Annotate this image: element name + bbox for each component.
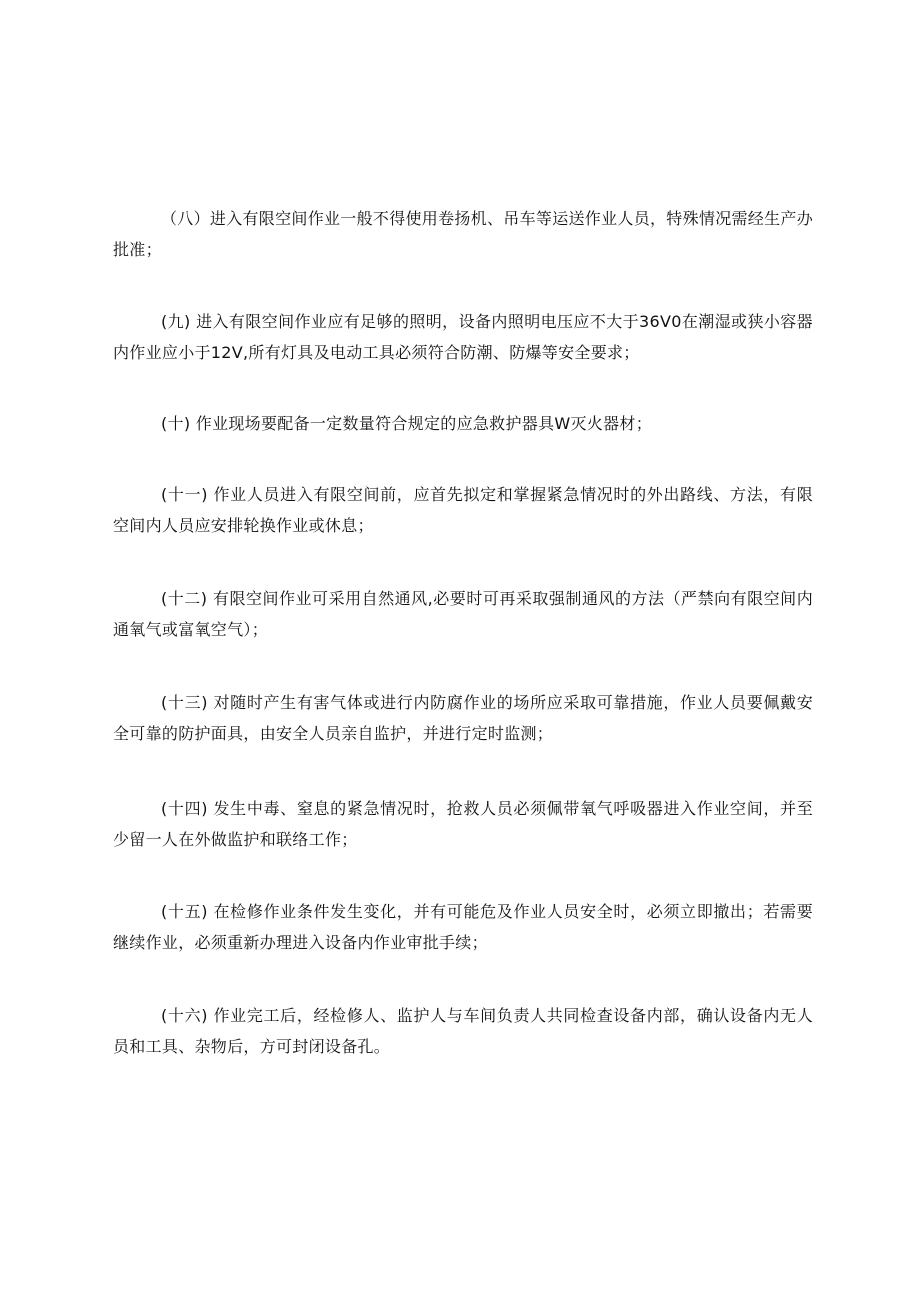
clause-8: （八）进入有限空间作业一般不得使用卷扬机、吊车等运送作业人员，特殊情况需经生产办批准； [113,209,814,259]
clause-10: (十) 作业现场要配备一定数量符合规定的应急救护器具W灭火器材； [161,414,652,433]
clause-16: (十六) 作业完工后，经检修人、监护人与车间负责人共同检查设备内部，确认设备内无人员和工具、杂物后，方可封闭设备孔。 [113,1006,813,1056]
clause-15: (十五) 在检修作业条件发生变化，并有可能危及作业人员安全时，必须立即撤出；若需要继续作业，必须重新办理进入设备内作业审批手续； [113,902,813,952]
clause-9: (九) 进入有限空间作业应有足够的照明，设备内照明电压应不大于36V0在潮湿或狭小容器内作业应小于12V,所有灯具及电动工具必须符合防潮、防爆等安全要求； [113,312,813,362]
clause-11: (十一) 作业人员进入有限空间前，应首先拟定和掌握紧急情况时的外出路线、方法，有限空间内人员应安排轮换作业或休息； [113,485,813,535]
clause-12: (十二) 有限空间作业可采用自然通风,必要时可再采取强制通风的方法（严禁向有限空间内通氧气或富氧空气）； [113,589,813,639]
clause-14: (十四) 发生中毒、窒息的紧急情况时，抢救人员必须佩带氧气呼吸器进入作业空间，并至少留一人在外做监护和联络工作； [113,799,813,849]
clause-13: (十三) 对随时产生有害气体或进行内防腐作业的场所应采取可靠措施，作业人员要佩戴安全可靠的防护面具，由安全人员亲自监护，并进行定时监测； [113,693,813,743]
